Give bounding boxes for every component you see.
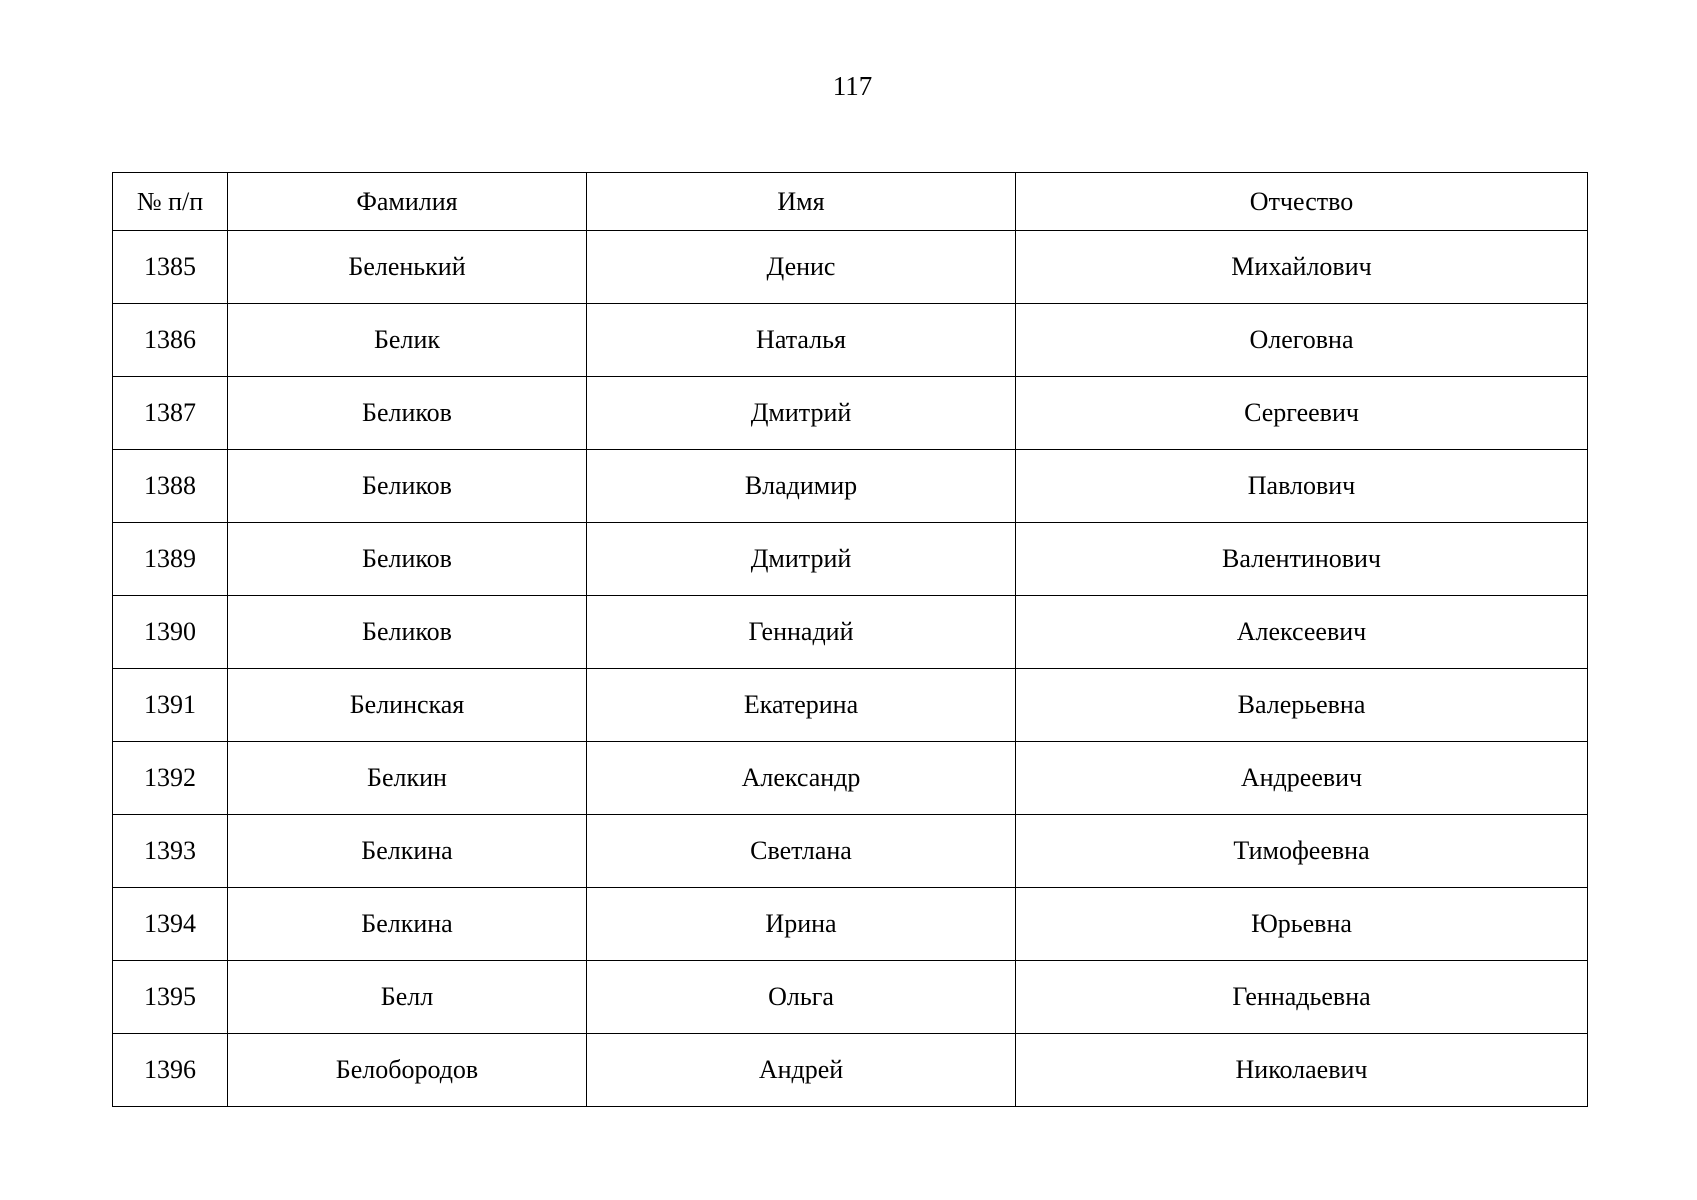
cell-patronymic: Олеговна [1016,304,1588,377]
cell-num: 1392 [113,742,228,815]
table-row [113,304,1588,377]
table-row [113,377,1588,450]
cell-first-name: Наталья [587,304,1016,377]
page-number: 117 [832,71,873,101]
cell-num: 1394 [113,888,228,961]
cell-last-name: Беликов [228,450,587,523]
cell-last-name: Белкина [228,815,587,888]
cell-last-name: Беленький [228,231,587,304]
cell-patronymic: Юрьевна [1016,888,1588,961]
cell-num: 1395 [113,961,228,1034]
names-table [112,172,1588,1107]
cell-first-name: Денис [587,231,1016,304]
table-row [113,231,1588,304]
cell-num: 1396 [113,1034,228,1107]
table-row [113,523,1588,596]
header-first-name: Имя [587,173,1016,231]
cell-first-name: Светлана [587,815,1016,888]
cell-patronymic: Алексеевич [1016,596,1588,669]
header-last-name: Фамилия [228,173,587,231]
cell-first-name: Геннадий [587,596,1016,669]
cell-last-name: Белл [228,961,587,1034]
cell-first-name: Екатерина [587,669,1016,742]
cell-last-name: Белинская [228,669,587,742]
cell-last-name: Беликов [228,377,587,450]
table-row [113,450,1588,523]
cell-last-name: Белкин [228,742,587,815]
cell-patronymic: Валентинович [1016,523,1588,596]
header-num: № п/п [113,173,228,231]
cell-first-name: Владимир [587,450,1016,523]
cell-first-name: Дмитрий [587,377,1016,450]
table-row [113,742,1588,815]
cell-patronymic: Николаевич [1016,1034,1588,1107]
cell-first-name: Ольга [587,961,1016,1034]
cell-patronymic: Тимофеевна [1016,815,1588,888]
cell-num: 1386 [113,304,228,377]
cell-first-name: Андрей [587,1034,1016,1107]
cell-last-name: Белкина [228,888,587,961]
cell-first-name: Дмитрий [587,523,1016,596]
cell-last-name: Белик [228,304,587,377]
cell-patronymic: Сергеевич [1016,377,1588,450]
cell-last-name: Беликов [228,523,587,596]
cell-num: 1385 [113,231,228,304]
cell-patronymic: Михайлович [1016,231,1588,304]
table-header-row [113,173,1588,231]
table-row [113,1034,1588,1107]
cell-first-name: Александр [587,742,1016,815]
table-row [113,669,1588,742]
cell-num: 1389 [113,523,228,596]
cell-patronymic: Андреевич [1016,742,1588,815]
cell-num: 1391 [113,669,228,742]
table-row [113,596,1588,669]
table-row [113,961,1588,1034]
table-row [113,888,1588,961]
cell-num: 1390 [113,596,228,669]
header-patronymic: Отчество [1016,173,1588,231]
cell-last-name: Беликов [228,596,587,669]
cell-patronymic: Геннадьевна [1016,961,1588,1034]
cell-patronymic: Валерьевна [1016,669,1588,742]
cell-num: 1393 [113,815,228,888]
cell-num: 1387 [113,377,228,450]
cell-patronymic: Павлович [1016,450,1588,523]
cell-first-name: Ирина [587,888,1016,961]
cell-num: 1388 [113,450,228,523]
cell-last-name: Белобородов [228,1034,587,1107]
table-row [113,815,1588,888]
